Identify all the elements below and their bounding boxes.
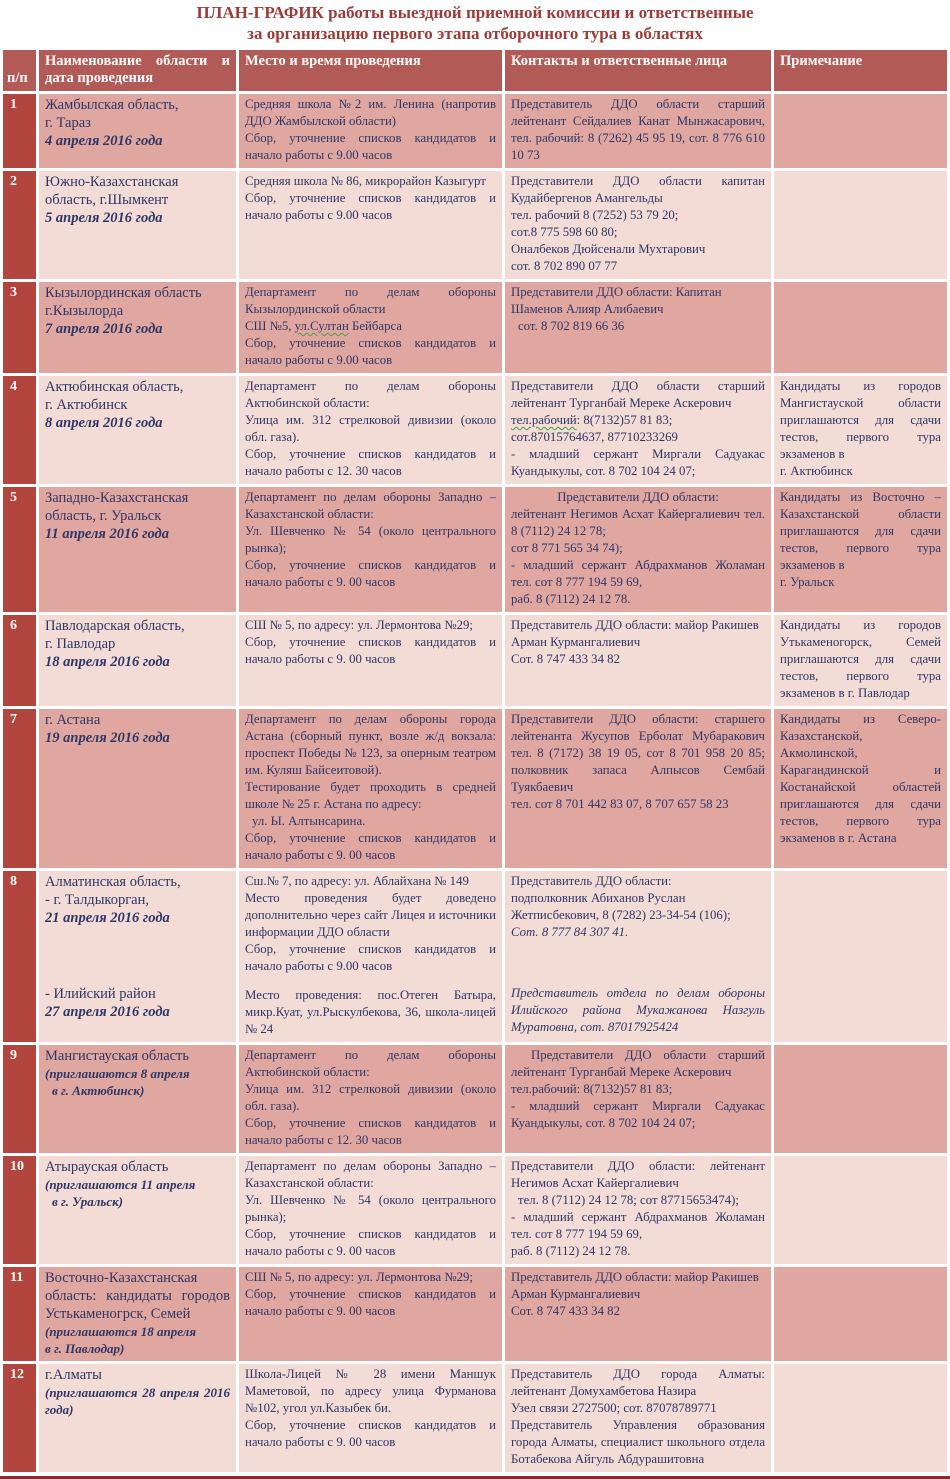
table-row xyxy=(3,487,947,612)
table-row xyxy=(3,376,947,484)
cell-place: Департамент по делам обороны Западно – Казахстанской области: Ул. Шевченко № 54 (около центрального рынка); Сбор, уточнение списков кандидатов и начало работы с 9. 00 часов xyxy=(239,487,502,612)
cell-region: Кызылординская область г.Кызылорда 7 апреля 2016 года xyxy=(39,282,236,373)
cell-region: Мангистауская область (приглашаются 8 апреля в г. Актюбинск) xyxy=(39,1045,236,1153)
cell-note xyxy=(774,871,947,1042)
cell-place: Департамент по делам обороны Кызылординской области СШ №5, ул.Султан Бейбарса Сбор, уточнение списков кандидатов и начало работы с 9.00 часов xyxy=(239,282,502,373)
cell-region: Павлодарская область, г. Павлодар 18 апреля 2016 года xyxy=(39,615,236,706)
table-row xyxy=(3,709,947,868)
cell-contacts: Представители ДДО области: старшего лейтенанта Жусупов Ерболат Мубаракович тел. 8 (7172) 38 19 05, сот 8 701 958 20 85; полковник запаса Алпысов Сембай Туякбаевич тел. сот 8 701 442 83 07, 8 707 657 58 23 xyxy=(505,709,771,868)
row-number: 7 xyxy=(3,709,36,868)
row-number: 10 xyxy=(3,1156,36,1264)
cell-contacts: Представитель ДДО области: майор Ракишев Арман Курмангалиевич Сот. 8 747 433 34 82 xyxy=(505,1267,771,1361)
cell-contacts: Представители ДДО области капитан Кудайбергенов Амангельды тел. рабочий 8 (7252) 53 79 20; сот.8 775 598 60 80; Оналбеков Дюйсенали Мухтарович сот. 8 702 890 07 77 xyxy=(505,171,771,279)
document-title-line2: за организацию первого этапа отборочного тура в областях xyxy=(247,24,703,43)
schedule-table xyxy=(0,47,950,1475)
cell-region: Атырауская область (приглашаются 11 апреля в г. Уральск) xyxy=(39,1156,236,1264)
cell-note xyxy=(774,282,947,373)
cell-contacts: Представители ДДО области: Капитан Шаменов Алияр Алибаевич сот. 8 702 819 66 36 xyxy=(505,282,771,373)
column-header-contacts: Контакты и ответственные лица xyxy=(505,50,771,91)
row-number: 4 xyxy=(3,376,36,484)
cell-place: СШ № 5, по адресу: ул. Лермонтова №29; Сбор, уточнение списков кандидатов и начало работы с 9. 00 часов xyxy=(239,615,502,706)
table-row xyxy=(3,1364,947,1472)
cell-place: Департамент по делам обороны Западно – Казахстанской области: Ул. Шевченко № 54 (около центрального рынка); Сбор, уточнение списков кандидатов и начало работы с 9. 00 часов xyxy=(239,1156,502,1264)
cell-region: Южно-Казахстанская область, г.Шымкент 5 апреля 2016 года xyxy=(39,171,236,279)
schedule-table-header xyxy=(3,50,947,91)
cell-place: Средняя школа №2 им. Ленина (напротив ДДО Жамбылской области) Сбор, уточнение списков кандидатов и начало работы с 9.00 часов xyxy=(239,94,502,168)
column-header-region: Наименование области и дата проведения xyxy=(39,50,236,91)
cell-note xyxy=(774,1156,947,1264)
schedule-table-body xyxy=(3,94,947,1472)
cell-contacts: Представитель ДДО области: майор Ракишев Арман Курмангалиевич Сот. 8 747 433 34 82 xyxy=(505,615,771,706)
cell-region: г.Алматы (приглашаются 28 апреля 2016 года) xyxy=(39,1364,236,1472)
row-number: 1 xyxy=(3,94,36,168)
table-row xyxy=(3,1045,947,1153)
cell-note: Кандидаты из городов Утькаменогорск, Семей приглашаются для сдачи тестов, первого тура экзаменов в г. Павлодар xyxy=(774,615,947,706)
cell-place: Департамент по делам обороны Актюбинской области: Улица им. 312 стрелковой дивизии (около обл. газа). Сбор, уточнение списков кандидатов и начало работы с 12. 30 часов xyxy=(239,1045,502,1153)
row-number: 2 xyxy=(3,171,36,279)
cell-place: СШ № 5, по адресу: ул. Лермонтова №29; Сбор, уточнение списков кандидатов и начало работы с 9. 00 часов xyxy=(239,1267,502,1361)
cell-place: Сш.№ 7, по адресу: ул. Аблайхана № 149 Место проведения будет доведено дополнительно через сайт Лицея и источники информации ДДО области Сбор, уточнение списков кандидатов и начало работы с 9.00 часов Место проведения: пос.Отеген Батыра, микр.Куат, ул.Рыскулбекова, 36, школа-лицей № 24 xyxy=(239,871,502,1042)
table-row xyxy=(3,171,947,279)
row-number: 12 xyxy=(3,1364,36,1472)
cell-note: Кандидаты из городов Мангистауской области приглашаются для сдачи тестов, первого тура экзаменов в г. Актюбинск xyxy=(774,376,947,484)
table-row xyxy=(3,1156,947,1264)
cell-contacts: Представители ДДО области старший лейтенант Турганбай Мереке Аскерович тел.рабочий: 8(7132)57 81 83; - младший сержант Миргали Садуакас Куандыкулы, сот. 8 702 104 24 07; xyxy=(505,1045,771,1153)
cell-contacts: Представители ДДО области: лейтенант Негимов Асхат Кайергалиевич тел. 8 (7112) 24 12 78; сот 87715653474); - младший сержант Абдрахманов Жоламан тел. сот 8 777 194 59 69, раб. 8 (7112) 24 12 78. xyxy=(505,1156,771,1264)
row-number: 6 xyxy=(3,615,36,706)
cell-contacts: Представители ДДО области старший лейтенант Турганбай Мереке Аскерович тел.рабочий: 8(7132)57 81 83; сот.87015764637, 87710233269 - младший сержант Миргали Садуакас Куандыкулы, сот. 8 702 104 24 07; xyxy=(505,376,771,484)
cell-contacts: Представитель ДДО города Алматы: лейтенант Домухамбетова Назира Узел связи 2727500; сот. 87078789771 Представитель Управления образования города Алматы, специалист школьного отдела Ботабекова Айгуль Абдурашитовна xyxy=(505,1364,771,1472)
cell-note xyxy=(774,94,947,168)
cell-place: Департамент по делам обороны Актюбинской области: Улица им. 312 стрелковой дивизии (около обл. газа). Сбор, уточнение списков кандидатов и начало работы с 12. 30 часов xyxy=(239,376,502,484)
table-row xyxy=(3,1267,947,1361)
cell-note xyxy=(774,171,947,279)
cell-region: Жамбылская область, г. Тараз 4 апреля 2016 года xyxy=(39,94,236,168)
row-number: 11 xyxy=(3,1267,36,1361)
column-header-note: Примечание xyxy=(774,50,947,91)
cell-note: Кандидаты из Восточно – Казахстанской области приглашаются для сдачи тестов, первого тура экзаменов в г. Уральск xyxy=(774,487,947,612)
column-header-place: Место и время проведения xyxy=(239,50,502,91)
table-row xyxy=(3,871,947,1042)
cell-place: Департамент по делам обороны города Астана (сборный пункт, возле ж/д вокзала: проспект Победы № 123, за оперным театром им. Куляш Байсеитовой). Тестирование будет проходить в средней школе № 25 г. Астана по адресу: ул. Ы. Алтынсарина. Сбор, уточнение списков кандидатов и начало работы с 9. 00 часов xyxy=(239,709,502,868)
cell-place: Школа-Лицей № 28 имени Маншук Маметовой, по адресу улица Фурманова №102, угол ул.Казыбек би. Сбор, уточнение списков кандидатов и начало работы с 9. 00 часов xyxy=(239,1364,502,1472)
cell-region: г. Астана 19 апреля 2016 года xyxy=(39,709,236,868)
table-row xyxy=(3,615,947,706)
cell-note: Кандидаты из Северо-Казахстанской, Акмолинской, Карагандинской и Костанайской областей приглашаются для сдачи тестов, первого тура экзаменов в г. Астана xyxy=(774,709,947,868)
header-row xyxy=(3,50,947,91)
row-number: 3 xyxy=(3,282,36,373)
row-number: 9 xyxy=(3,1045,36,1153)
table-row xyxy=(3,94,947,168)
cell-place: Средняя школа № 86, микрорайон Казыгурт Сбор, уточнение списков кандидатов и начало работы с 9.00 часов xyxy=(239,171,502,279)
row-number: 5 xyxy=(3,487,36,612)
cell-region: Актюбинская область, г. Актюбинск 8 апреля 2016 года xyxy=(39,376,236,484)
cell-region: Алматинская область, - г. Талдыкорган, 21 апреля 2016 года - Илийский район 27 апреля 2016 года xyxy=(39,871,236,1042)
column-header-num: п/п xyxy=(3,50,36,91)
cell-region: Восточно-Казахстанская область: кандидаты городов Устькаменогрск, Семей (приглашаются 18 апреля в г. Павлодар) xyxy=(39,1267,236,1361)
cell-note xyxy=(774,1267,947,1361)
table-row xyxy=(3,282,947,373)
cell-contacts: Представители ДДО области: лейтенант Негимов Асхат Кайергалиевич тел. 8 (7112) 24 12 78; сот 8 771 565 34 74); - младший сержант Абдрахманов Жоламан тел. сот 8 777 194 59 69, раб. 8 (7112) 24 12 78. xyxy=(505,487,771,612)
cell-note xyxy=(774,1364,947,1472)
document-title-line1: ПЛАН-ГРАФИК работы выездной приемной комиссии и ответственные xyxy=(196,3,754,22)
row-number: 8 xyxy=(3,871,36,1042)
cell-contacts: Представитель ДДО области: подполковник Абиханов Руслан Жетписбекович, 8 (7282) 23-34-54 (106); Сот. 8 777 84 307 41. Представитель отдела по делам обороны Илийского района Мукажанова Назгуль Муратовна, сот. 87017925424 xyxy=(505,871,771,1042)
cell-note xyxy=(774,1045,947,1153)
document-title xyxy=(0,2,950,44)
cell-region: Западно-Казахстанская область, г. Уральск 11 апреля 2016 года xyxy=(39,487,236,612)
cell-contacts: Представитель ДДО области старший лейтенант Сейдалиев Канат Мынжасарович, тел. рабочий: 8 (7262) 45 95 19, сот. 8 776 610 10 73 xyxy=(505,94,771,168)
